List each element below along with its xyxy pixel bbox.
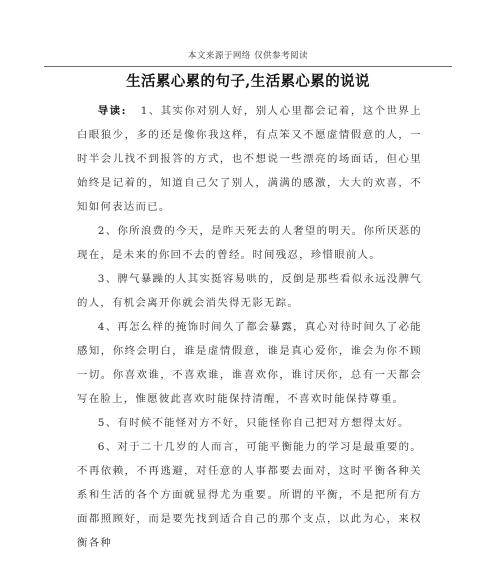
paragraph-6: 6、对于二十几岁的人而言，可能平衡能力的学习是最重要的。不再依赖，不再逃避，对任意的人事都要去面对，这时平衡各种关系和生活的各个方面就显得尤为重要。所谓的平衡，不是把所有方面都照顾好，而是要先找到适合自己的那个支点，以此为心，来权衡各种 [77, 441, 422, 549]
paragraph-4: 4、再怎么样的掩饰时间久了都会暴露，真心对待时间久了必能感知，你终会明白，谁是虚情假意，谁是真心爱你，谁会为你不顾一切。你喜欢谁，不喜欢谁，谁喜欢你，谁讨厌你，总有一天都会写在脸上，惟愿彼此喜欢时能保持清醒，不喜欢时能保持尊重。 [77, 321, 422, 405]
header-note: 本文来源于网络 仅供参考阅读 [187, 51, 309, 61]
lead-label: 导读: [97, 105, 127, 117]
paragraph-2: 2、你所浪费的今天，是昨天死去的人奢望的明天。你所厌恶的现在，是未来的你回不去的曾经。时间残忍，珍惜眼前人。 [77, 225, 422, 261]
paragraph-1 [77, 99, 422, 219]
paragraph-3: 3、脾气暴躁的人其实挺容易哄的，反倒是那些看似永远没脾气的人，有机会离开你就会消失得无影无踪。 [77, 273, 422, 309]
paragraph-1-text: 1、其实你对别人好，别人心里都会记着，这个世界上白眼狼少，多的还是像你我这样，有点笨又不愿虚情假意的人，一时半会儿找不到报答的方式，也不想说一些漂亮的场面话，但心里始终是记着的，知道自己欠了别人，满满的感激，大大的欢喜，不知如何表达而已。 [77, 105, 422, 213]
page-title: 生活累心累的句子,生活累心累的说说 [126, 73, 370, 90]
header-rule [44, 66, 452, 67]
article-body [77, 99, 422, 555]
paragraph-5: 5、有时候不能怪对方不好，只能怪你自己把对方想得太好。 [97, 417, 410, 429]
